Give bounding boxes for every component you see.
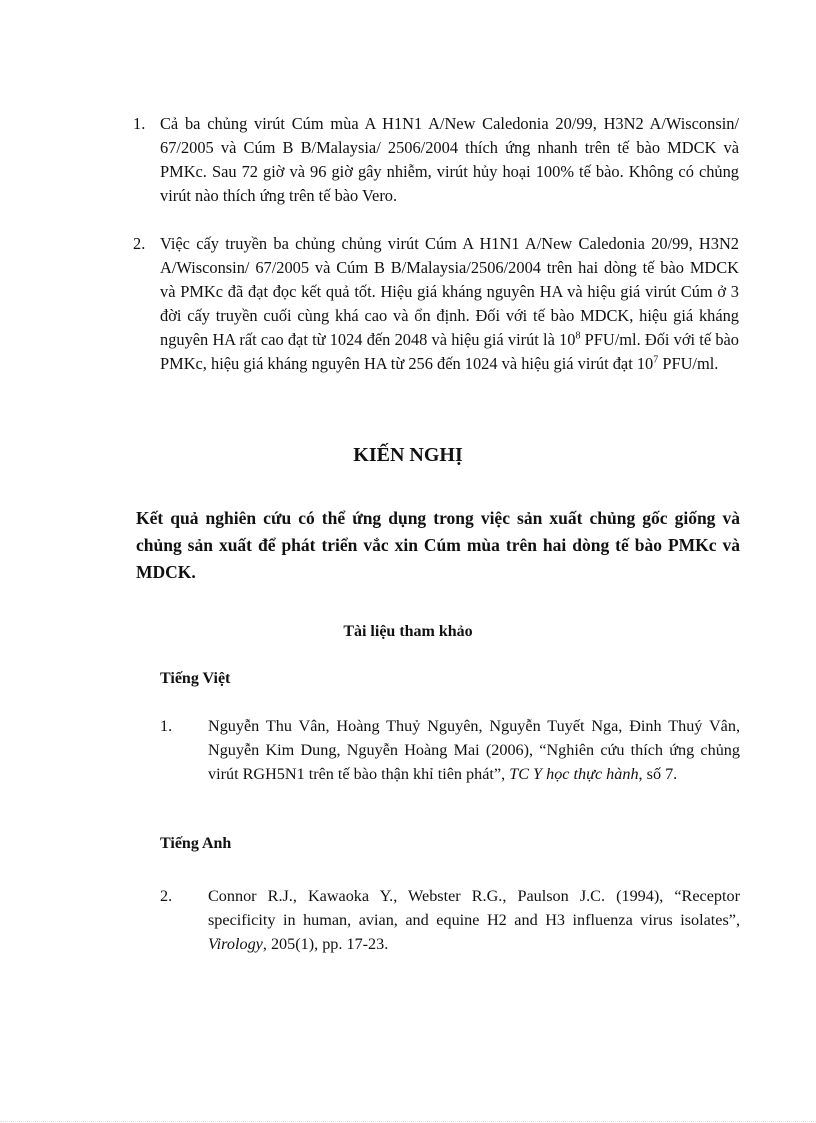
recommendation-paragraph: Kết quả nghiên cứu có thể ứng dụng trong việc sản xuất chủng gốc giống và chủng sản xuất để phát triển vắc xin Cúm mùa trên hai dòng tế bào PMKc và MDCK. [136, 508, 740, 582]
english-refs-label: Tiếng Anh [160, 835, 232, 852]
conclusion-item-2 [133, 232, 739, 376]
reference-body: Connor R.J., Kawaoka Y., Webster R.G., Paulson J.C. (1994), “Receptor specificity in human, avian, and equine H2 and H3 influenza virus isolates”, [208, 887, 740, 929]
exponent: 8 [575, 330, 581, 342]
conclusion-text-part: PFU/ml. Đối với tế bào PMKc, hiệu giá kháng nguyên HA từ 256 đến 1024 và hiệu giá virút đạt 10 [160, 330, 739, 373]
reference-number: 2. [160, 887, 173, 905]
conclusion-number: 1. [133, 114, 146, 133]
reference-tail: , 205(1), pp. 17-23. [262, 935, 389, 953]
conclusion-text [160, 232, 739, 376]
references-title: Tài liệu tham khảo [343, 623, 473, 640]
conclusion-text: Cả ba chủng virút Cúm mùa A H1N1 A/New Caledonia 20/99, H3N2 A/Wisconsin/ 67/2005 và Cúm B B/Malaysia/ 2506/2004 thích ứng nhanh trên tế bào MDCK và PMKc. Sau 72 giờ và 96 giờ gây nhiễm, virút hủy hoại 100% tế bào. Không có chủng virút nào thích ứng trên tế bào Vero. [160, 114, 739, 205]
conclusion-text-part: PFU/ml. [658, 354, 719, 373]
reference-journal: Virology [208, 935, 263, 953]
conclusion-item-1 [133, 112, 739, 208]
reference-body: Nguyễn Thu Vân, Hoàng Thuỷ Nguyên, Nguyễn Tuyết Nga, Đinh Thuý Vân, Nguyễn Kim Dung, Nguyễn Hoàng Mai (2006), “Nghiên cứu thích ứng chủng virút RGH5N1 trên tế bào thận khỉ tiên phát”, [208, 717, 740, 783]
reference-item-1 [160, 714, 740, 786]
conclusion-number: 2. [133, 234, 146, 253]
conclusions-list [133, 112, 739, 400]
vietnamese-refs-label: Tiếng Việt [160, 670, 231, 687]
reference-text [208, 714, 740, 786]
exponent: 7 [653, 354, 659, 366]
reference-item-2 [160, 884, 740, 956]
conclusion-text-part: Việc cấy truyền ba chủng chủng virút Cúm A H1N1 A/New Caledonia 20/99, H3N2 A/Wisconsin/ 67/2005 và Cúm B B/Malaysia/2506/2004 trên hai dòng tế bào MDCK và PMKc đã đạt đọc kết quả tốt. Hiệu giá kháng nguyên HA và hiệu giá virút Cúm ở 3 đời cấy truyền cuối cùng khá cao và ổn định. Đối với tế bào MDCK, hiệu giá kháng nguyên HA rất cao đạt từ 1024 đến 2048 và hiệu giá virút là 10 [160, 234, 739, 349]
page-edge-divider [0, 1121, 816, 1122]
reference-text [208, 884, 740, 956]
reference-number: 1. [160, 717, 173, 735]
reference-journal: TC Y học thực hành [509, 765, 639, 783]
reference-tail: , số 7. [638, 765, 678, 783]
section-heading: KIẾN NGHỊ [353, 444, 463, 466]
